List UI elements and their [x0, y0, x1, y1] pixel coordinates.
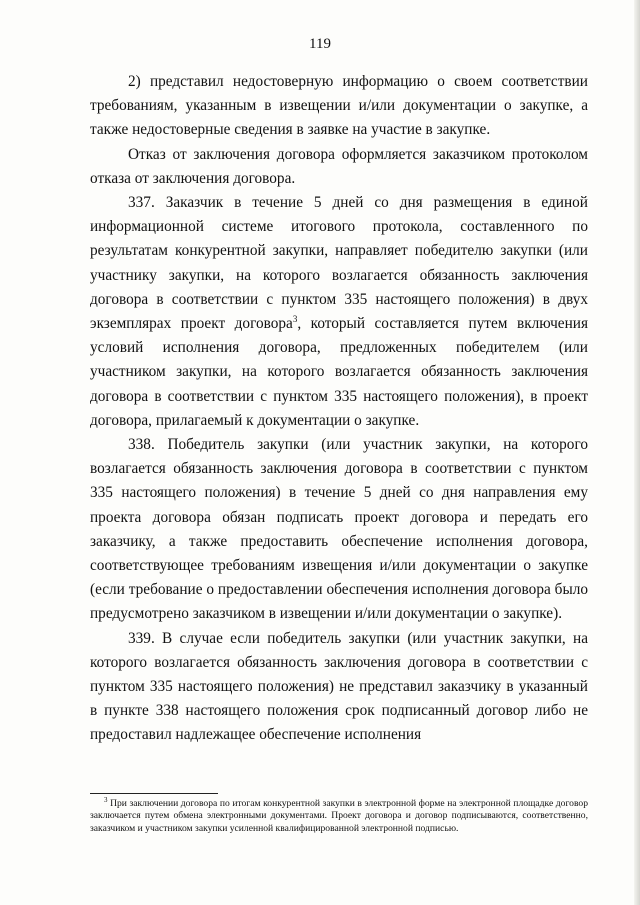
footnote: [90, 795, 589, 835]
footnote-divider: [90, 793, 218, 794]
paragraph-refusal: Отказ от заключения договора оформляется заказчиком протоколом отказа от заключения договора.: [90, 145, 588, 187]
paragraph-338: 338. Победитель закупки (или участник закупки, на которого возлагается обязанность заключения договора в соответствии с пунктом 335 настоящего положения) в течение 5 дней со дня направления ему проекта договора обязан подписать проект договора и передать его заказчику, а также предоставить обеспечение исполнения договора, соответствующее требованиям извещения и/или документации о закупке (если требование о предоставлении обеспечения исполнения договора было предусмотрено заказчиком в извещении и/или документации о закупке).: [90, 436, 588, 623]
paragraph-337-text-start: 337. Заказчик в течение 5 дней со дня размещения в единой информационной системе итогового протокола, составленного по результатам конкурентной закупки, направляет победителю закупки (или участнику закупки, на которого возлагается обязанность заключения договора в соответствии с пунктом 335 настоящего положения) в двух экземплярах проект договора: [90, 194, 588, 333]
footnote-reference[interactable]: 3: [292, 313, 298, 324]
paragraph-337: [90, 191, 588, 433]
footnote-text: При заключении договора по итогам конкурентной закупки в электронной форме на электронной площадке договор заключается путем обмена электронными документами. Проект договора и договор подписываются, соответственно, заказчиком и участником закупки усиленной квалифицированной электронной подписью.: [90, 798, 589, 834]
page-edge-shadow: [634, 0, 640, 905]
page-number: 119: [309, 36, 331, 52]
paragraph-339: 339. В случае если победитель закупки (или участник закупки, на которого возлагается обязанность заключения договора в соответствии с пунктом 335 настоящего положения) не представил заказчику в указанный в пункте 338 настоящего положения срок подписанный договор либо не предоставил надлежащее обеспечение исполнения: [90, 629, 588, 744]
body-text: [90, 70, 588, 748]
paragraph-item-2: 2) представил недостоверную информацию о своем соответствии требованиям, указанным в извещении и/или документации о закупке, а также недостоверные сведения в заявке на участие в закупке.: [90, 73, 588, 139]
paragraph-337-text-end: , который составляется путем включения условий исполнения договора, предложенных победителем (или участником закупки, на которого возлагается обязанность заключения договора в соответствии с пунктом 335 настоящего положения), в проект договора, прилагаемый к документации о закупке.: [90, 315, 588, 429]
footnote-marker: 3: [104, 795, 108, 804]
